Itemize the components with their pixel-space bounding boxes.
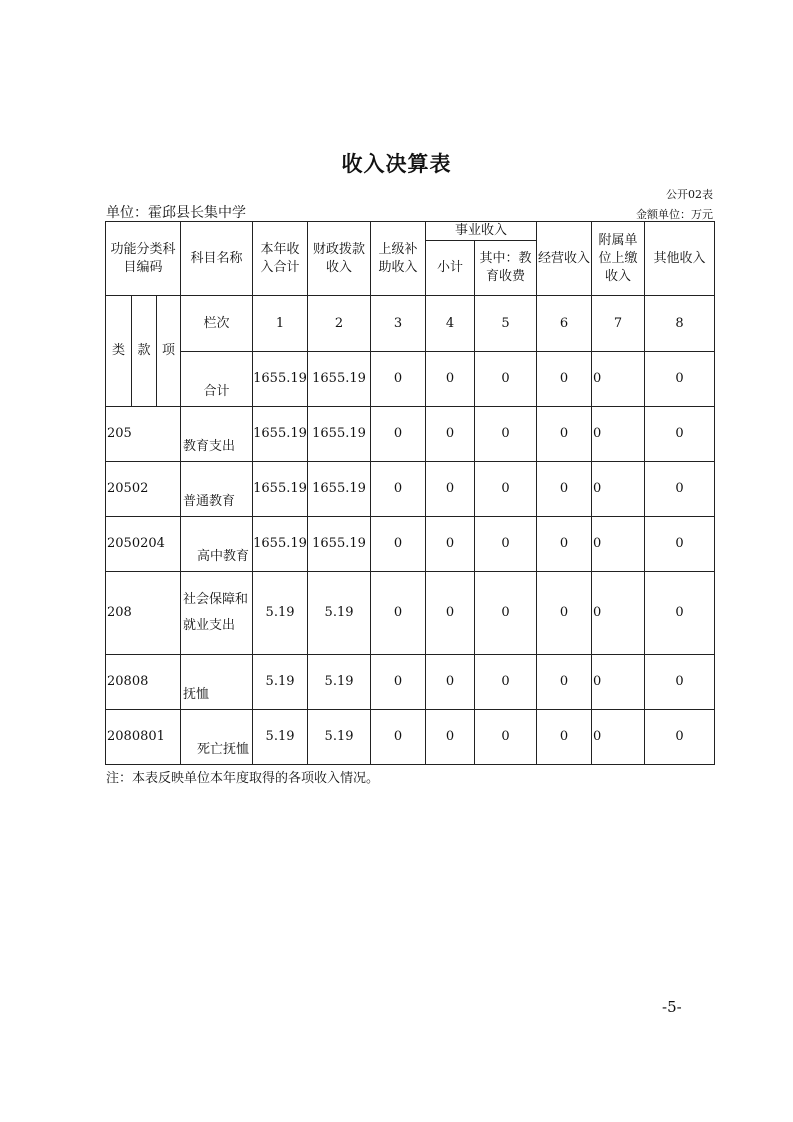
total-value: 0 (645, 352, 715, 407)
total-value: 0 (371, 352, 426, 407)
table-note: 注：本表反映单位本年度取得的各项收入情况。 (106, 771, 380, 786)
row-value: 5.19 (308, 572, 371, 655)
row-value: 0 (592, 462, 645, 517)
row-value: 0 (426, 462, 475, 517)
header-total: 本年收入合计 (253, 222, 308, 296)
table-row (106, 572, 715, 655)
header-fiscal: 财政拨款收入 (308, 222, 371, 296)
row-value: 5.19 (308, 655, 371, 710)
row-value: 0 (475, 655, 537, 710)
header-affiliated: 附属单位上缴收入 (592, 222, 645, 296)
row-name: 高中教育 (181, 517, 253, 572)
row-value: 0 (592, 572, 645, 655)
row-value: 0 (426, 407, 475, 462)
row-value: 0 (537, 655, 592, 710)
row-value: 0 (592, 407, 645, 462)
col-number: 7 (592, 296, 645, 352)
row-value: 1655.19 (253, 407, 308, 462)
row-code: 20808 (106, 655, 181, 710)
row-value: 5.19 (308, 710, 371, 765)
row-value: 0 (475, 407, 537, 462)
col-number: 4 (426, 296, 475, 352)
row-value: 0 (645, 572, 715, 655)
header-row-1 (106, 222, 715, 241)
total-value: 1655.19 (253, 352, 308, 407)
header-subsidy: 上级补助收入 (371, 222, 426, 296)
row-value: 0 (475, 572, 537, 655)
table-row (106, 407, 715, 462)
row-value: 0 (475, 710, 537, 765)
row-value: 0 (426, 655, 475, 710)
header-other: 其他收入 (645, 222, 715, 296)
header-xiang: 项 (157, 296, 181, 407)
row-value: 0 (537, 710, 592, 765)
col-number: 8 (645, 296, 715, 352)
row-value: 0 (592, 517, 645, 572)
header-edu-fee: 其中：教育收费 (475, 241, 537, 296)
col-number: 2 (308, 296, 371, 352)
row-value: 0 (371, 655, 426, 710)
col-number: 5 (475, 296, 537, 352)
row-value: 5.19 (253, 710, 308, 765)
header-func-code: 功能分类科目编码 (106, 222, 181, 296)
total-row (106, 352, 715, 407)
header-business: 事业收入 (426, 222, 537, 241)
page-title: 收入决算表 (341, 152, 452, 176)
row-value: 0 (537, 462, 592, 517)
row-value: 1655.19 (308, 462, 371, 517)
table-id: 公开02表 (666, 188, 713, 201)
table-row (106, 462, 715, 517)
row-value: 0 (371, 710, 426, 765)
income-table (105, 221, 715, 765)
header-subject-name: 科目名称 (181, 222, 253, 296)
row-value: 1655.19 (253, 517, 308, 572)
header-subtotal: 小计 (426, 241, 475, 296)
row-value: 0 (371, 462, 426, 517)
row-value: 0 (475, 462, 537, 517)
row-code: 20502 (106, 462, 181, 517)
row-code: 2050204 (106, 517, 181, 572)
row-value: 0 (592, 655, 645, 710)
table-row (106, 710, 715, 765)
table-row (106, 517, 715, 572)
row-name: 普通教育 (181, 462, 253, 517)
row-value: 0 (645, 462, 715, 517)
row-value: 0 (645, 407, 715, 462)
table-row (106, 655, 715, 710)
row-code: 208 (106, 572, 181, 655)
row-value: 1655.19 (308, 407, 371, 462)
row-value: 0 (371, 517, 426, 572)
col-number: 6 (537, 296, 592, 352)
total-value: 0 (475, 352, 537, 407)
row-value: 0 (426, 517, 475, 572)
total-value: 0 (426, 352, 475, 407)
col-number: 3 (371, 296, 426, 352)
row-value: 0 (645, 655, 715, 710)
row-value: 0 (426, 710, 475, 765)
column-number-row (106, 296, 715, 352)
total-value: 1655.19 (308, 352, 371, 407)
row-value: 0 (371, 407, 426, 462)
page-number: -5- (662, 998, 682, 1016)
row-name: 教育支出 (181, 407, 253, 462)
row-value: 0 (537, 407, 592, 462)
unit-label: 单位：霍邱县长集中学 (106, 205, 246, 221)
row-value: 0 (645, 517, 715, 572)
row-value: 0 (537, 517, 592, 572)
total-value: 0 (537, 352, 592, 407)
row-code: 2080801 (106, 710, 181, 765)
row-name: 社会保障和就业支出 (181, 572, 253, 655)
row-value: 1655.19 (253, 462, 308, 517)
header-lei: 类 (106, 296, 132, 407)
row-value: 1655.19 (308, 517, 371, 572)
col-number: 1 (253, 296, 308, 352)
money-unit: 金额单位：万元 (636, 208, 713, 221)
row-value: 0 (592, 710, 645, 765)
header-lanci: 栏次 (181, 296, 253, 352)
row-value: 0 (371, 572, 426, 655)
row-code: 205 (106, 407, 181, 462)
total-value: 0 (592, 352, 645, 407)
row-value: 0 (426, 572, 475, 655)
row-name: 抚恤 (181, 655, 253, 710)
row-value: 0 (537, 572, 592, 655)
row-value: 0 (475, 517, 537, 572)
total-label: 合计 (181, 352, 253, 407)
row-value: 5.19 (253, 572, 308, 655)
row-value: 5.19 (253, 655, 308, 710)
header-operating: 经营收入 (537, 222, 592, 296)
row-name: 死亡抚恤 (181, 710, 253, 765)
header-kuan: 款 (132, 296, 157, 407)
row-value: 0 (645, 710, 715, 765)
